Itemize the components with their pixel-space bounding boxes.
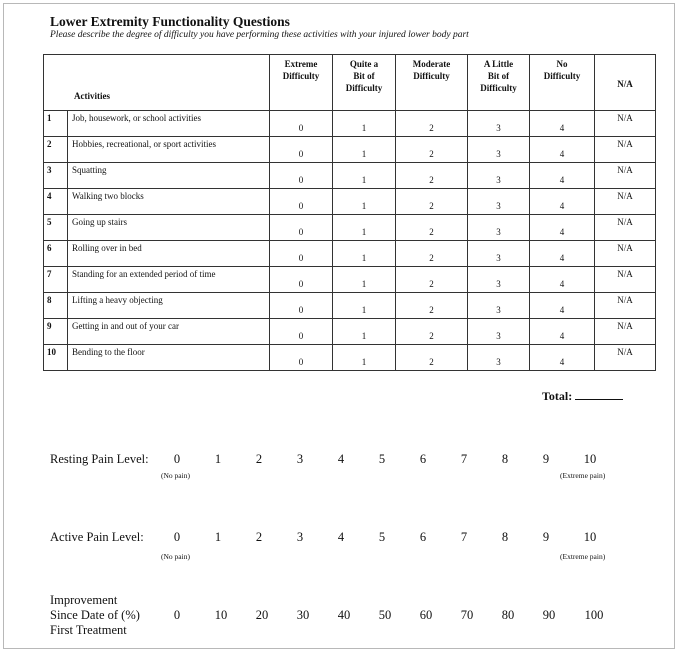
rating-option[interactable]: 2 (396, 163, 468, 189)
resting-pain-option[interactable]: 9 (542, 452, 550, 466)
activity-label: Going up stairs (68, 215, 270, 241)
table-row (44, 293, 656, 319)
improvement-option[interactable]: 30 (296, 608, 310, 622)
activity-label: Job, housework, or school activities (68, 111, 270, 137)
row-number: 6 (44, 241, 68, 267)
header-moderate: Moderate Difficulty (396, 55, 468, 111)
rating-option[interactable]: 3 (468, 215, 530, 241)
row-number: 2 (44, 137, 68, 163)
na-option[interactable]: N/A (595, 267, 656, 293)
row-number: 5 (44, 215, 68, 241)
header-extreme: Extreme Difficulty (270, 55, 333, 111)
rating-option[interactable]: 4 (530, 189, 595, 215)
resting-low-note: (No pain) (161, 471, 190, 480)
na-option[interactable]: N/A (595, 345, 656, 371)
na-option[interactable]: N/A (595, 293, 656, 319)
table-row (44, 215, 656, 241)
rating-option[interactable]: 4 (530, 267, 595, 293)
row-number: 9 (44, 319, 68, 345)
rating-option[interactable]: 2 (396, 137, 468, 163)
improvement-option[interactable]: 50 (378, 608, 392, 622)
activity-label: Squatting (68, 163, 270, 189)
table-header-row (44, 55, 656, 111)
rating-option[interactable]: 0 (270, 189, 333, 215)
active-pain-option[interactable]: 6 (419, 530, 427, 544)
row-number: 8 (44, 293, 68, 319)
resting-pain-option[interactable]: 2 (255, 452, 263, 466)
activity-label: Rolling over in bed (68, 241, 270, 267)
rating-option[interactable]: 2 (396, 189, 468, 215)
rating-option[interactable]: 3 (468, 267, 530, 293)
rating-option[interactable]: 4 (530, 111, 595, 137)
rating-option[interactable]: 1 (333, 293, 396, 319)
rating-option[interactable]: 0 (270, 137, 333, 163)
row-number: 4 (44, 189, 68, 215)
rating-option[interactable]: 2 (396, 345, 468, 371)
active-pain-option[interactable]: 4 (337, 530, 345, 544)
resting-pain-option[interactable]: 3 (296, 452, 304, 466)
resting-pain-option[interactable]: 10 (583, 452, 597, 466)
rating-option[interactable]: 1 (333, 189, 396, 215)
active-pain-option[interactable]: 8 (501, 530, 509, 544)
rating-option[interactable]: 4 (530, 345, 595, 371)
row-number: 7 (44, 267, 68, 293)
rating-option[interactable]: 1 (333, 111, 396, 137)
rating-option[interactable]: 2 (396, 241, 468, 267)
rating-option[interactable]: 2 (396, 215, 468, 241)
rating-option[interactable]: 4 (530, 137, 595, 163)
table-row (44, 319, 656, 345)
rating-option[interactable]: 0 (270, 111, 333, 137)
resting-pain-option[interactable]: 0 (173, 452, 181, 466)
active-pain-option[interactable]: 5 (378, 530, 386, 544)
row-number: 1 (44, 111, 68, 137)
rating-option[interactable]: 3 (468, 189, 530, 215)
rating-option[interactable]: 1 (333, 241, 396, 267)
improvement-option[interactable]: 70 (460, 608, 474, 622)
improvement-option[interactable]: 90 (542, 608, 556, 622)
functionality-table (43, 54, 656, 371)
header-activities: Activities (44, 55, 270, 111)
rating-option[interactable]: 0 (270, 163, 333, 189)
table-row (44, 137, 656, 163)
active-high-note: (Extreme pain) (560, 552, 606, 561)
table-row (44, 345, 656, 371)
improvement-option[interactable]: 20 (255, 608, 269, 622)
active-pain-option[interactable]: 7 (460, 530, 468, 544)
row-number: 10 (44, 345, 68, 371)
active-pain-option[interactable]: 3 (296, 530, 304, 544)
header-little: A Little Bit of Difficulty (468, 55, 530, 111)
rating-option[interactable]: 4 (530, 319, 595, 345)
activity-label: Walking two blocks (68, 189, 270, 215)
improvement-option[interactable]: 0 (173, 608, 181, 622)
rating-option[interactable]: 1 (333, 319, 396, 345)
rating-option[interactable]: 3 (468, 111, 530, 137)
rating-option[interactable]: 0 (270, 319, 333, 345)
rating-option[interactable]: 3 (468, 345, 530, 371)
active-pain-option[interactable]: 1 (214, 530, 222, 544)
rating-option[interactable]: 4 (530, 241, 595, 267)
rating-option[interactable]: 0 (270, 241, 333, 267)
rating-option[interactable]: 3 (468, 137, 530, 163)
improvement-option[interactable]: 60 (419, 608, 433, 622)
resting-pain-option[interactable]: 5 (378, 452, 386, 466)
header-quite: Quite a Bit of Difficulty (333, 55, 396, 111)
table-row (44, 267, 656, 293)
rating-option[interactable]: 1 (333, 345, 396, 371)
rating-option[interactable]: 2 (396, 111, 468, 137)
rating-option[interactable]: 0 (270, 267, 333, 293)
total-field[interactable]: Total: (542, 389, 623, 404)
table-row (44, 189, 656, 215)
improvement-option[interactable]: 100 (584, 608, 604, 622)
improvement-label: Improvement Since Date of (%) First Treatment (50, 593, 140, 637)
rating-option[interactable]: 2 (396, 267, 468, 293)
rating-option[interactable]: 4 (530, 293, 595, 319)
active-low-note: (No pain) (161, 552, 190, 561)
rating-option[interactable]: 1 (333, 267, 396, 293)
na-option[interactable]: N/A (595, 241, 656, 267)
form-title: Lower Extremity Functionality Questions (50, 14, 290, 29)
activity-label: Bending to the floor (68, 345, 270, 371)
improvement-option[interactable]: 80 (501, 608, 515, 622)
na-option[interactable]: N/A (595, 215, 656, 241)
resting-pain-option[interactable]: 1 (214, 452, 222, 466)
rating-option[interactable]: 3 (468, 241, 530, 267)
header-na: N/A (595, 55, 656, 111)
table-row (44, 241, 656, 267)
active-pain-option[interactable]: 0 (173, 530, 181, 544)
rating-option[interactable]: 2 (396, 319, 468, 345)
na-option[interactable]: N/A (595, 111, 656, 137)
rating-option[interactable]: 0 (270, 293, 333, 319)
rating-option[interactable]: 0 (270, 345, 333, 371)
rating-option[interactable]: 3 (468, 319, 530, 345)
resting-pain-option[interactable]: 8 (501, 452, 509, 466)
rating-option[interactable]: 3 (468, 293, 530, 319)
rating-option[interactable]: 1 (333, 137, 396, 163)
table-row (44, 111, 656, 137)
activity-label: Hobbies, recreational, or sport activities (68, 137, 270, 163)
rating-option[interactable]: 4 (530, 163, 595, 189)
header-none: No Difficulty (530, 55, 595, 111)
resting-pain-option[interactable]: 4 (337, 452, 345, 466)
resting-pain-label: Resting Pain Level: (50, 452, 149, 466)
rating-option[interactable]: 1 (333, 163, 396, 189)
active-pain-option[interactable]: 10 (583, 530, 597, 544)
na-option[interactable]: N/A (595, 189, 656, 215)
row-number: 3 (44, 163, 68, 189)
resting-pain-option[interactable]: 6 (419, 452, 427, 466)
resting-pain-option[interactable]: 7 (460, 452, 468, 466)
improvement-option[interactable]: 10 (214, 608, 228, 622)
na-option[interactable]: N/A (595, 163, 656, 189)
rating-option[interactable]: 3 (468, 163, 530, 189)
resting-high-note: (Extreme pain) (560, 471, 606, 480)
rating-option[interactable]: 2 (396, 293, 468, 319)
active-pain-option[interactable]: 9 (542, 530, 550, 544)
rating-option[interactable]: 1 (333, 215, 396, 241)
active-pain-option[interactable]: 2 (255, 530, 263, 544)
form-subtitle: Please describe the degree of difficulty you have performing these activities with your injured lower body part (50, 30, 469, 40)
rating-option[interactable]: 0 (270, 215, 333, 241)
improvement-option[interactable]: 40 (337, 608, 351, 622)
activity-label: Standing for an extended period of time (68, 267, 270, 293)
na-option[interactable]: N/A (595, 319, 656, 345)
rating-option[interactable]: 4 (530, 215, 595, 241)
table-row (44, 163, 656, 189)
activity-label: Lifting a heavy objecting (68, 293, 270, 319)
active-pain-label: Active Pain Level: (50, 530, 144, 544)
activity-label: Getting in and out of your car (68, 319, 270, 345)
na-option[interactable]: N/A (595, 137, 656, 163)
